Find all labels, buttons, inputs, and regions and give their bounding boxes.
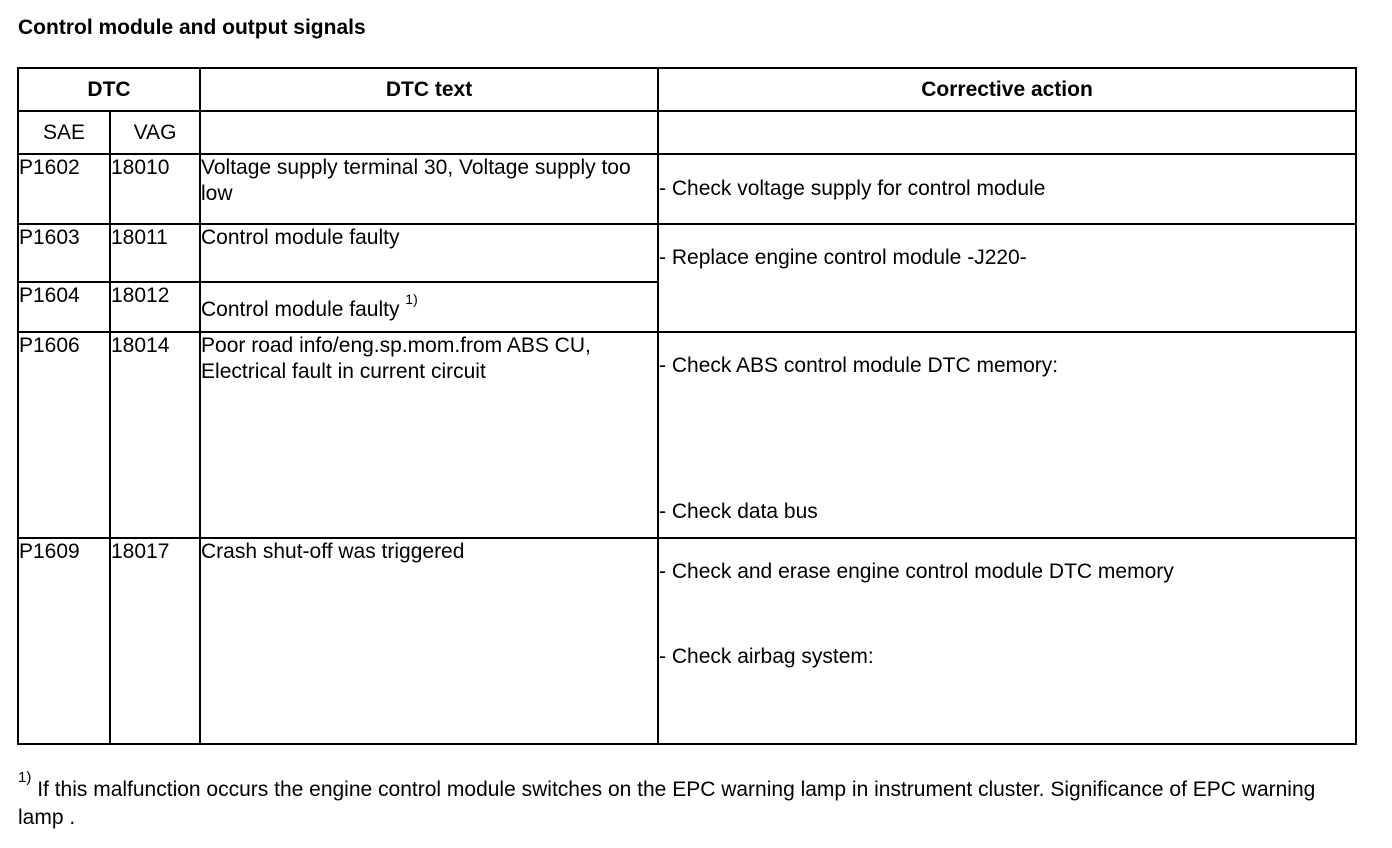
sae-code: P1606: [18, 332, 110, 538]
dtc-text-header: DTC text: [200, 68, 658, 111]
corrective-action-header: Corrective action: [658, 68, 1356, 111]
vag-code: 18010: [110, 154, 200, 224]
vag-code: 18011: [110, 224, 200, 282]
sae-header: SAE: [18, 111, 110, 154]
footnote-ref: 1): [405, 291, 418, 307]
table-row: [18, 154, 1356, 224]
sae-code: P1604: [18, 282, 110, 332]
action-item: - Check and erase engine control module DTC memory: [659, 560, 1174, 583]
vag-header: VAG: [110, 111, 200, 154]
vag-code: 18017: [110, 538, 200, 744]
dtc-table: [17, 67, 1357, 745]
empty-header-cell: [200, 111, 658, 154]
vag-code: 18014: [110, 332, 200, 538]
sae-code: P1603: [18, 224, 110, 282]
corrective-action: [658, 224, 1356, 332]
action-item: - Check data bus: [659, 500, 818, 523]
table-row: [18, 224, 1356, 282]
footnote: [18, 769, 1358, 832]
corrective-action: [658, 154, 1356, 224]
page-title: Control module and output signals: [18, 16, 366, 39]
action-item: - Check voltage supply for control module: [659, 177, 1046, 200]
footnote-text: If this malfunction occurs the engine control module switches on the EPC warning lamp in instrument cluster. Significance of EPC warning lamp .: [18, 778, 1316, 829]
dtc-text: Control module faulty: [200, 224, 658, 282]
corrective-action: [658, 332, 1356, 538]
dtc-header: DTC: [18, 68, 200, 111]
sae-code: P1602: [18, 154, 110, 224]
table-row: [18, 538, 1356, 744]
sae-code: P1609: [18, 538, 110, 744]
header-row: [18, 68, 1356, 111]
dtc-text: Poor road info/eng.sp.mom.from ABS CU, Electrical fault in current circuit: [200, 332, 658, 538]
subheader-row: [18, 111, 1356, 154]
footnote-marker: 1): [18, 769, 32, 786]
dtc-text: Voltage supply terminal 30, Voltage supply too low: [200, 154, 658, 224]
dtc-text: [200, 282, 658, 332]
vag-code: 18012: [110, 282, 200, 332]
table-row: [18, 332, 1356, 538]
corrective-action: [658, 538, 1356, 744]
action-item: - Check ABS control module DTC memory:: [659, 354, 1059, 377]
dtc-text-value: Control module faulty: [201, 298, 400, 321]
dtc-text: Crash shut-off was triggered: [200, 538, 658, 744]
action-item: - Replace engine control module -J220-: [659, 246, 1027, 269]
empty-header-cell: [658, 111, 1356, 154]
action-item: - Check airbag system:: [659, 645, 874, 668]
